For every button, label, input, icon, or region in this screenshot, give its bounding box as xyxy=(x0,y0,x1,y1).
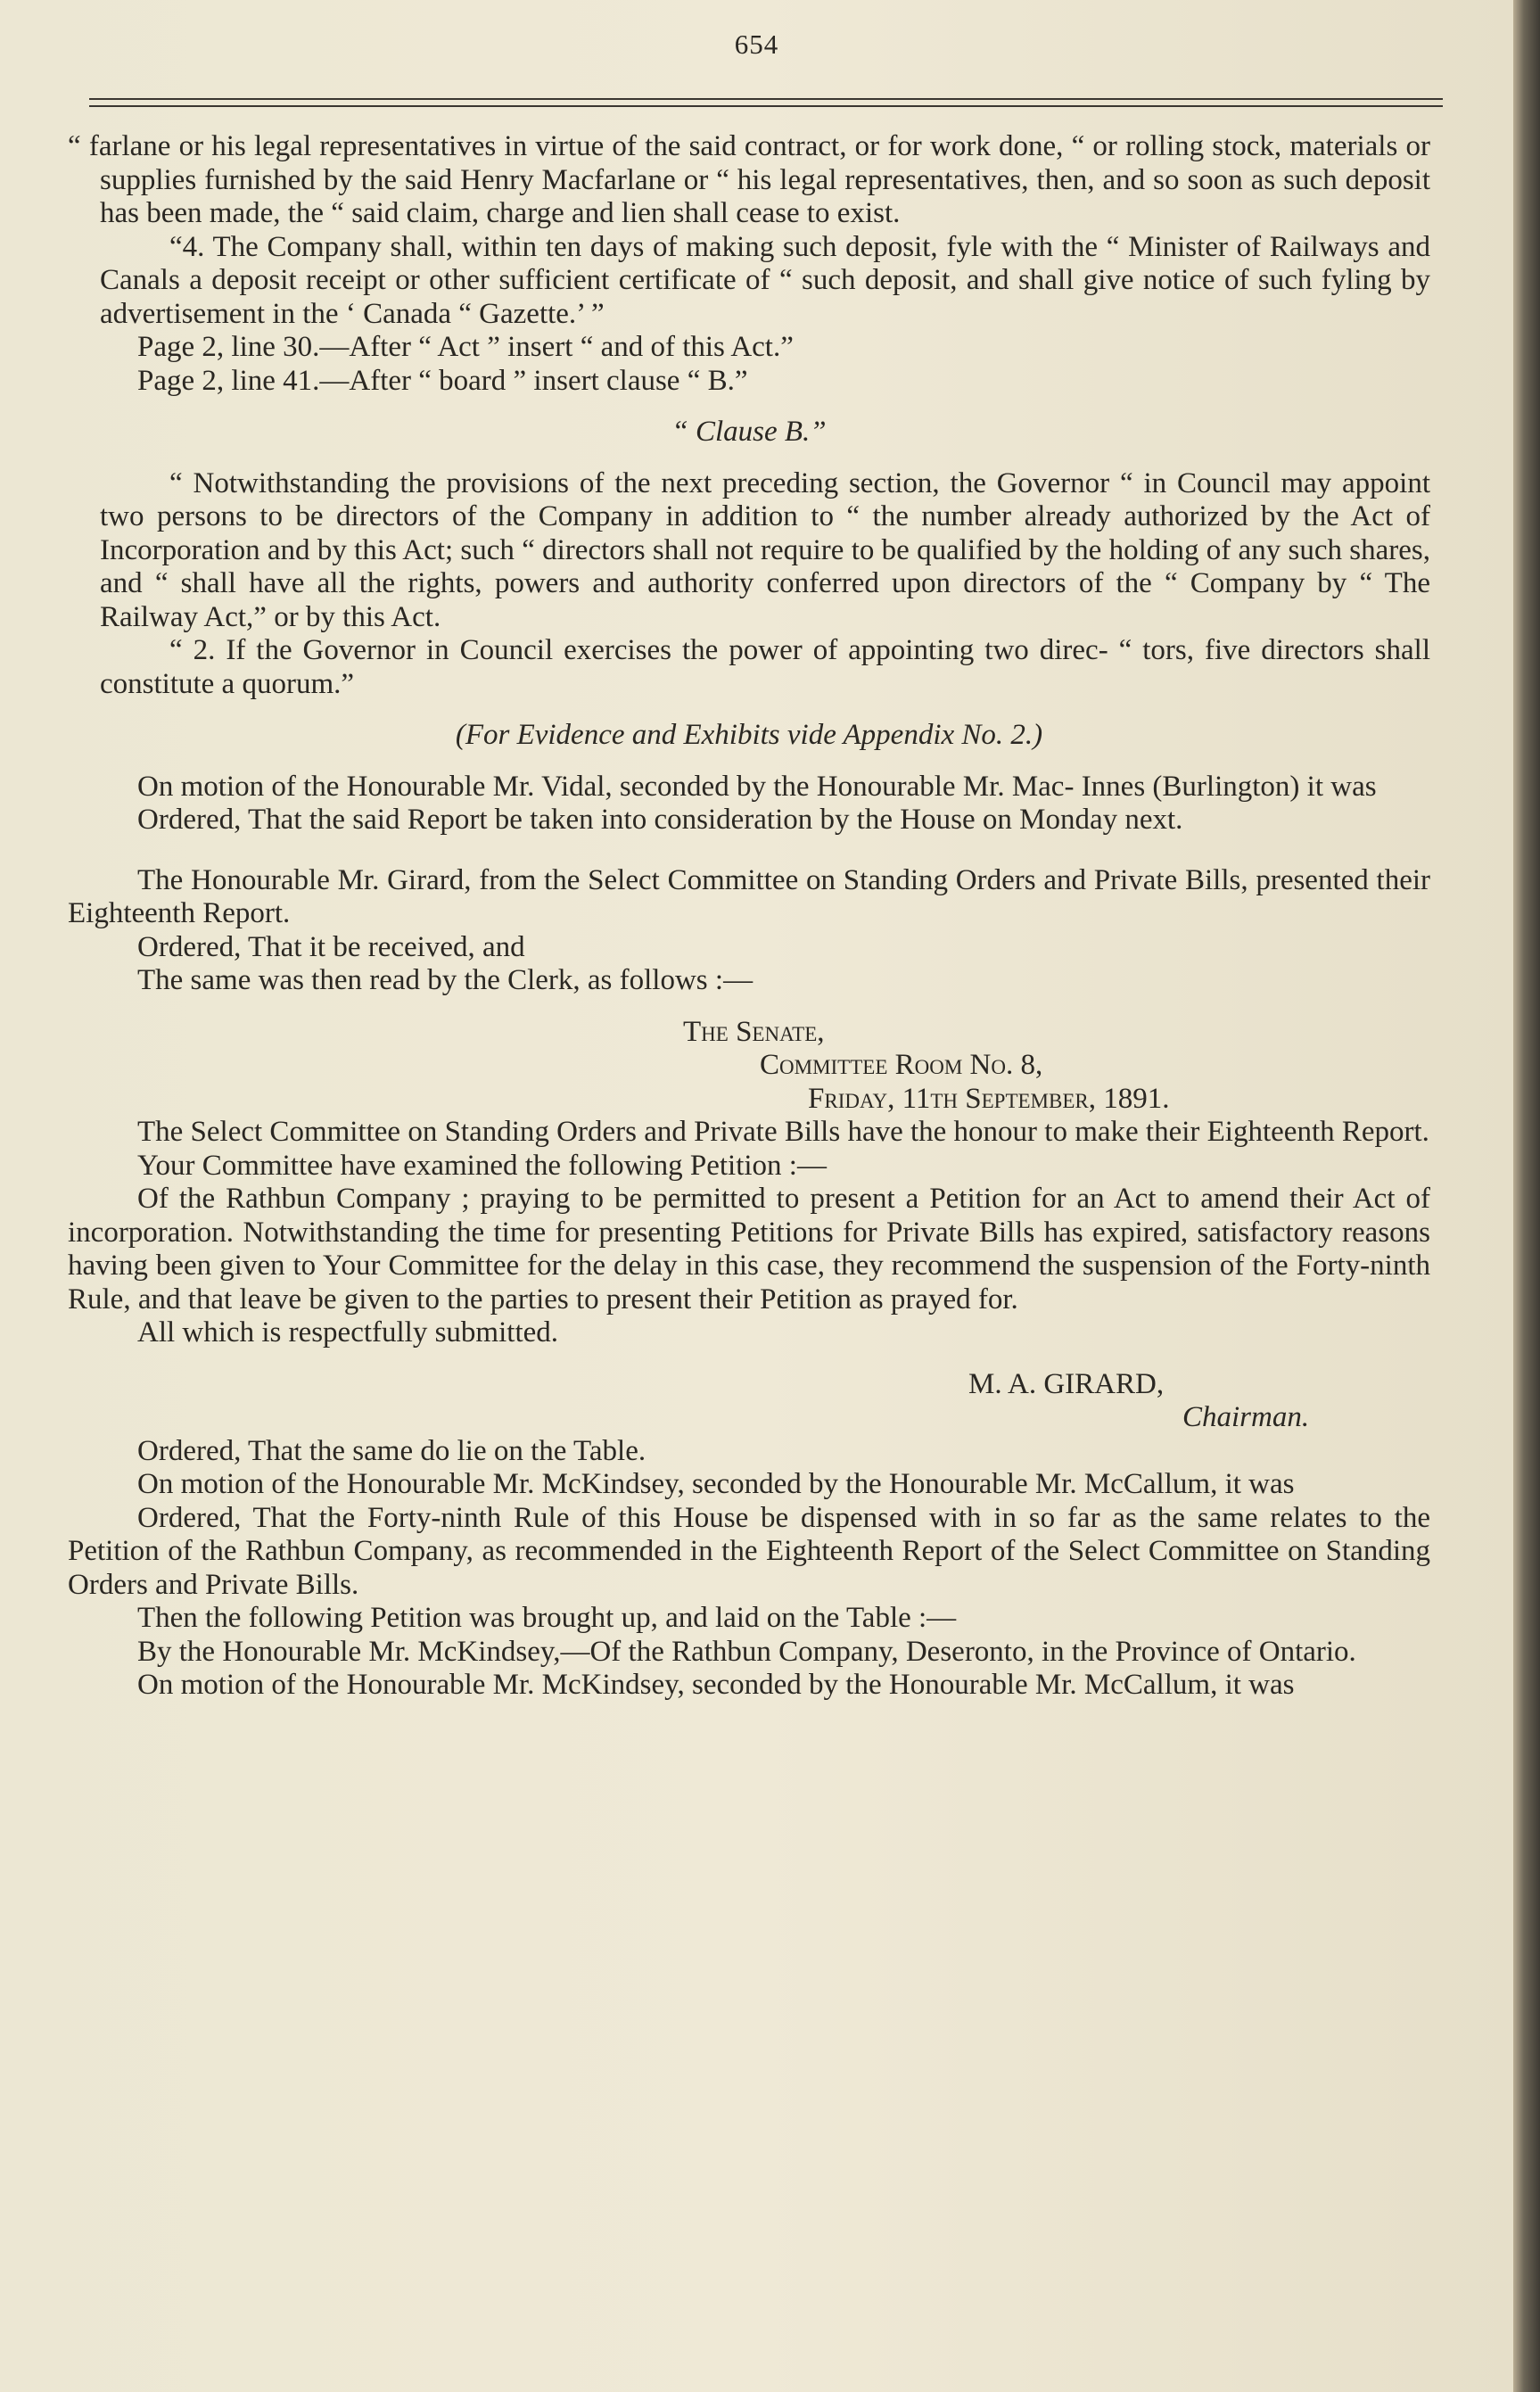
header-rule-top xyxy=(89,98,1443,100)
appendix-note: (For Evidence and Exhibits vide Appendix No. 2.) xyxy=(455,719,1043,751)
paragraph: The Select Committee on Standing Orders and Private Bills have the honour to make their Eighteenth Report. xyxy=(137,1116,1429,1148)
paragraph: By the Honourable Mr. McKindsey,—Of the Rathbun Company, Deseronto, in the Province of Ontario. xyxy=(137,1635,1356,1668)
paragraph: On motion of the Honourable Mr. Vidal, seconded by the Honourable Mr. Mac- Innes (Burlington) it was xyxy=(137,770,1377,803)
paragraph: “ 2. If the Governor in Council exercises the power of appointing two direc- “ tors, five directors shall constitute a quorum.” xyxy=(100,634,1430,700)
paragraph: “4. The Company shall, within ten days of making such deposit, fyle with the “ Minister of Railways and Canals a deposit receipt or other sufficient certificate of “ such deposit, and shall give notice of such fyling by advertisement in the ‘ Canada “ Gazette.’ ” xyxy=(100,230,1430,330)
paragraph: Page 2, line 30.—After “ Act ” insert “ and of this Act.” xyxy=(137,331,794,363)
paragraph: Ordered, That the said Report be taken into consideration by the House on Monday next. xyxy=(137,804,1183,836)
paragraph: Your Committee have examined the following Petition :— xyxy=(137,1149,827,1182)
page-number: 654 xyxy=(734,29,779,60)
paragraph: Ordered, That it be received, and xyxy=(137,930,525,963)
paragraph: Ordered, That the Forty-ninth Rule of this House be dispensed with in so far as the same relates to the Petition of the Rathbun Company, as recommended in the Eighteenth Report of the Select Committee on Standing Orders and Private Bills. xyxy=(68,1501,1430,1601)
paragraph: “ Notwithstanding the provisions of the next preceding section, the Governor “ in Council may appoint two persons to be directors of the Company in addition to “ the number already authorized by the Act of Incorporation and by this Act; such “ directors shall not require to be qualified by the holding of any such shares, and “ shall have all the rights, powers and authority conferred upon directors of the “ Company by “ The Railway Act,” or by this Act. xyxy=(100,466,1430,633)
paragraph: Then the following Petition was brought up, and laid on the Table :— xyxy=(137,1602,957,1634)
paragraph: Page 2, line 41.—After “ board ” insert clause “ B.” xyxy=(137,364,748,397)
clause-heading: “ Clause B.” xyxy=(671,416,827,448)
paragraph: “ farlane or his legal representatives in virtue of the said contract, or for work done, “ or rolling stock, materials or supplies furnished by the said Henry Macfarlane or “ his legal representatives, then, and so soon as such deposit has been made, the “ said claim, charge and lien shall cease to exist. xyxy=(68,130,1430,229)
paragraph: All which is respectfully submitted. xyxy=(137,1316,559,1349)
body-text xyxy=(68,130,1430,1703)
letter-heading-date: Friday, 11th September, 1891. xyxy=(808,1082,1170,1115)
letter-heading-room: Committee Room No. 8, xyxy=(760,1049,1043,1081)
signature-name: M. A. GIRARD, xyxy=(968,1367,1165,1400)
paragraph: On motion of the Honourable Mr. McKindsey, seconded by the Honourable Mr. McCallum, it was xyxy=(137,1669,1295,1701)
paragraph: On motion of the Honourable Mr. McKindsey, seconded by the Honourable Mr. McCallum, it was xyxy=(137,1468,1295,1500)
paragraph: Of the Rathbun Company ; praying to be permitted to present a Petition for an Act to amend their Act of incorporation. Notwithstanding the time for presenting Petitions for Private Bills has expired, satisfactory reasons having been given to Your Committee for the delay in this case, they recommend the suspension of the Forty-ninth Rule, and that leave be given to the parties to present their Petition as prayed for. xyxy=(68,1183,1430,1316)
letter-heading-senate: The Senate, xyxy=(683,1015,825,1048)
paragraph: The same was then read by the Clerk, as follows :— xyxy=(137,964,754,996)
paragraph: The Honourable Mr. Girard, from the Select Committee on Standing Orders and Private Bills, presented their Eighteenth Report. xyxy=(68,863,1430,929)
book-binding-edge xyxy=(1513,0,1540,2392)
signature-title: Chairman. xyxy=(1182,1401,1310,1433)
paragraph: Ordered, That the same do lie on the Table. xyxy=(137,1434,646,1467)
header-rule-bottom xyxy=(89,105,1443,107)
